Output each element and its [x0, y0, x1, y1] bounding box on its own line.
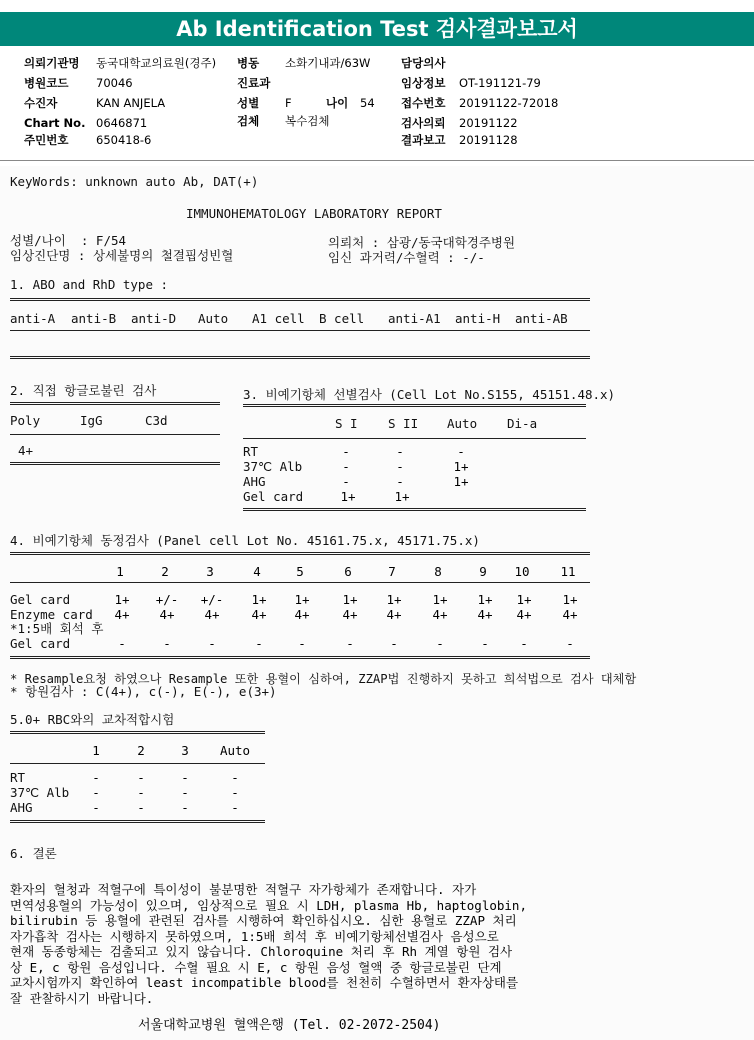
sec4-cell: 4+	[204, 607, 220, 622]
header-requesting-institution: 의뢰기관명 동국대학교의료원(경주)	[24, 56, 217, 70]
sec4-cell: 4+	[432, 607, 448, 622]
sec2-header-igg: IgG	[80, 413, 103, 428]
footer-lab-contact: 서울대학교병원 혈액은행 (Tel. 02-2072-2504)	[138, 1018, 441, 1033]
sec4-header: 8	[434, 564, 442, 579]
sec2-header-c3d: C3d	[145, 413, 168, 428]
sec1-header-1: anti-A	[10, 311, 56, 326]
sec5-row-label: RT	[10, 770, 26, 785]
lab-report-title: IMMUNOHEMATOLOGY LABORATORY REPORT	[186, 206, 442, 221]
sec4-cell: 4+	[516, 607, 532, 622]
sec1-header-6: B cell	[319, 311, 365, 326]
sec5-cell: -	[231, 800, 239, 815]
conclusion-line: 교차시험까지 확인하여 least incompatible blood를 천천히 수혈하면서 환자상태를	[10, 975, 519, 990]
sec3-cell: -	[342, 474, 350, 489]
conclusion-line: 환자의 혈청과 적혈구에 특이성이 불분명한 적혈구 자가항체가 존재합니다. 자가	[10, 882, 477, 897]
conclusion-paragraph	[10, 882, 610, 1006]
header-doctor: 담당의사	[401, 56, 446, 70]
sec4-header: 4	[253, 564, 261, 579]
header-department: 진료과	[237, 76, 271, 90]
sec5-header: 3	[181, 743, 189, 758]
sec1-rule-top	[10, 298, 590, 301]
sec3-cell: -	[342, 444, 350, 459]
sec3-row-label: AHG	[243, 474, 266, 489]
sec3-header-s1: S I	[335, 416, 358, 431]
keywords: KeyWords: unknown auto Ab, DAT(+)	[10, 174, 259, 189]
sec1-header-2: anti-B	[71, 311, 117, 326]
sec4-header: 2	[161, 564, 169, 579]
sec3-rule-bottom	[243, 508, 586, 511]
sec4-rule-bottom	[10, 656, 590, 659]
sec5-cell: -	[137, 785, 145, 800]
sec4-cell: +/-	[155, 592, 179, 607]
header-resident-no: 주민번호 650418-6	[24, 133, 152, 147]
conclusion-line: bilirubin 등 용혈에 관련된 검사를 시행하여 확인하십시오. 심한 용혈로 ZZAP 처리	[10, 913, 517, 928]
sec5-rule-bottom	[10, 820, 265, 823]
sec4-cell: 1+	[562, 592, 578, 607]
header-hospital-code: 병원코드 70046	[24, 76, 133, 90]
sec4-cell: -	[255, 636, 263, 651]
sec4-cell: -	[163, 636, 171, 651]
header-test-request-date: 검사의뢰 20191122	[401, 116, 518, 130]
header-clinical-info: 임상정보 OT-191121-79	[401, 76, 541, 90]
sec4-cell: 4+	[386, 607, 402, 622]
sec4-cell: -	[346, 636, 354, 651]
sec4-cell: -	[118, 636, 126, 651]
sec2-header-poly: Poly	[10, 413, 41, 428]
sec1-rule-bottom	[10, 356, 590, 359]
sec4-rule-top	[10, 552, 590, 555]
sec3-cell: 1+	[453, 474, 469, 489]
sec1-header-8: anti-H	[455, 311, 501, 326]
sec1-header-7: anti-A1	[388, 311, 441, 326]
sec5-row-label: AHG	[10, 800, 33, 815]
sec5-cell: -	[137, 770, 145, 785]
sec1-rule-mid	[10, 330, 590, 331]
sec4-cell: 1+	[386, 592, 402, 607]
header-chart-no: Chart No. 0646871	[24, 116, 148, 130]
sec4-cell: 1+	[342, 592, 358, 607]
sec4-cell: -	[436, 636, 444, 651]
sec1-header-4: Auto	[198, 311, 229, 326]
report-title: Ab Identification Test 검사결과보고서	[0, 12, 754, 46]
header-divider	[0, 160, 754, 161]
sec4-cell: -	[481, 636, 489, 651]
header-sex: 성별 F	[237, 96, 292, 110]
sec5-rule-mid	[10, 763, 265, 764]
sec4-cell: -	[390, 636, 398, 651]
sec4-note-1: * Resample요청 하였으나 Resample 또한 용혈이 심하여, ZZAP법 진행하지 못하고 희석법으로 검사 대체함	[10, 672, 637, 686]
conclusion-line: 상 E, c 항원 음성입니다. 수혈 필요 시 E, c 항원 음성 혈액 중 항글로불린 단계	[10, 959, 502, 975]
sec4-title: 4. 비예기항체 동정검사 (Panel cell Lot No. 45161.75.x, 45171.75.x)	[10, 533, 480, 548]
sec3-cell: -	[457, 444, 465, 459]
sec5-cell: -	[92, 770, 100, 785]
sec4-cell: 4+	[251, 607, 267, 622]
sec4-header: 9	[479, 564, 487, 579]
sec4-cell: -	[566, 636, 574, 651]
conclusion-line: 잘 관찰하시기 바랍니다.	[10, 990, 154, 1006]
sec4-cell: +/-	[200, 592, 224, 607]
sec3-cell: -	[396, 459, 404, 474]
report-body	[0, 166, 754, 1040]
sec5-title: 5.0+ RBC와의 교차적합시험	[10, 712, 175, 727]
conclusion-line: 면역성용혈의 가능성이 있으며, 임상적으로 필요 시 LDH, plasma Hb, haptoglobin,	[10, 897, 527, 913]
header-ward: 병동 소화기내과/63W	[237, 56, 371, 70]
sec5-cell: -	[181, 770, 189, 785]
sec1-title: 1. ABO and RhD type :	[10, 277, 169, 292]
sec4-cell: -	[208, 636, 216, 651]
requester: 의뢰처 : 삼광/동국대학경주병원	[328, 235, 516, 250]
sec3-cell: -	[342, 459, 350, 474]
sec4-header: 10	[514, 564, 530, 579]
sec4-cell: 4+	[342, 607, 358, 622]
sec5-cell: -	[181, 785, 189, 800]
conclusion-line: 현재 동종항체는 검출되고 있지 않습니다. Chloroquine 처리 후 Rh 계열 항원 검사	[10, 944, 513, 959]
sec3-header-auto: Auto	[447, 416, 478, 431]
sec4-header: 1	[116, 564, 124, 579]
sec4-row-label: *1:5배 회석 후	[10, 621, 104, 636]
sec4-cell: 4+	[477, 607, 493, 622]
sec4-header: 6	[344, 564, 352, 579]
sec4-note-2: * 항원검사 : C(4+), c(-), E(-), e(3+)	[10, 684, 277, 699]
sec3-cell: 1+	[394, 489, 410, 504]
sex-age: 성별/나이 : F/54	[10, 233, 127, 248]
sec1-header-9: anti-AB	[515, 311, 568, 326]
sec2-value-poly: 4+	[18, 443, 34, 458]
sec2-rule-mid	[10, 434, 220, 435]
sec5-header: Auto	[219, 743, 251, 758]
sec4-header: 5	[296, 564, 304, 579]
clinical-diagnosis: 임상진단명 : 상세불명의 철결핍성빈혈	[10, 248, 234, 263]
sec5-cell: -	[137, 800, 145, 815]
sec3-cell: -	[396, 444, 404, 459]
sec4-rule-mid	[10, 582, 590, 583]
header-patient-name: 수진자 KAN ANJELA	[24, 96, 166, 110]
header-report-date: 결과보고 20191128	[401, 133, 518, 147]
sec5-cell: -	[231, 785, 239, 800]
sec5-cell: -	[181, 800, 189, 815]
sec3-row-label: 37℃ Alb	[243, 459, 303, 474]
conclusion-line: 자가흡착 검사는 시행하지 못하였으며, 1:5배 희석 후 비예기항체선별검사 음성으로	[10, 928, 499, 944]
header-age: 나이 54	[326, 96, 375, 110]
sec3-cell: 1+	[340, 489, 356, 504]
sec3-rule-mid	[243, 438, 586, 439]
sec5-cell: -	[231, 770, 239, 785]
sec3-cell: -	[396, 474, 404, 489]
sec4-cell: -	[298, 636, 306, 651]
sec3-row-label: Gel card	[243, 489, 304, 504]
sec4-cell: 1+	[251, 592, 267, 607]
sec3-cell: 1+	[453, 459, 469, 474]
sec2-rule-bottom	[10, 462, 220, 465]
sec3-header-s2: S II	[388, 416, 419, 431]
sec4-header: 3	[206, 564, 214, 579]
sec2-rule-top	[10, 402, 220, 405]
sec2-title: 2. 직접 항글로불린 검사	[10, 383, 157, 398]
sec4-header: 11	[560, 564, 576, 579]
sec4-row-label: Enzyme card	[10, 607, 93, 622]
sec6-title: 6. 결론	[10, 846, 57, 861]
sec1-header-3: anti-D	[131, 311, 177, 326]
header-specimen: 검체 복수검체	[237, 114, 330, 128]
sec4-cell: 1+	[114, 592, 130, 607]
sec4-cell: 1+	[516, 592, 532, 607]
sec4-cell: 4+	[114, 607, 130, 622]
sec3-title: 3. 비예기항체 선별검사 (Cell Lot No.S155, 45151.48.x)	[243, 387, 616, 402]
sec4-cell: 1+	[477, 592, 493, 607]
sec1-header-5: A1 cell	[252, 311, 305, 326]
sec3-header-dia: Di-a	[507, 416, 538, 431]
sec4-cell: 4+	[562, 607, 578, 622]
sec4-cell: -	[520, 636, 528, 651]
sec5-header: 1	[92, 743, 100, 758]
sec4-cell: 4+	[159, 607, 175, 622]
sec5-cell: -	[92, 785, 100, 800]
sec5-rule-top	[10, 731, 265, 734]
sec4-row-label: Gel card	[10, 636, 71, 651]
transfusion-history: 임신 과거력/수혈력 : -/-	[328, 250, 485, 265]
sec4-cell: 1+	[432, 592, 448, 607]
sec4-row-label: Gel card	[10, 592, 71, 607]
sec4-cell: 4+	[294, 607, 310, 622]
sec5-header: 2	[137, 743, 145, 758]
sec3-row-label: RT	[243, 444, 259, 459]
header-receipt-no: 접수번호 20191122-72018	[401, 96, 559, 110]
sec3-rule-top	[243, 404, 586, 407]
sec5-cell: -	[92, 800, 100, 815]
sec4-header: 7	[388, 564, 396, 579]
sec5-row-label: 37℃ Alb	[10, 785, 70, 800]
sec4-cell: 1+	[294, 592, 310, 607]
